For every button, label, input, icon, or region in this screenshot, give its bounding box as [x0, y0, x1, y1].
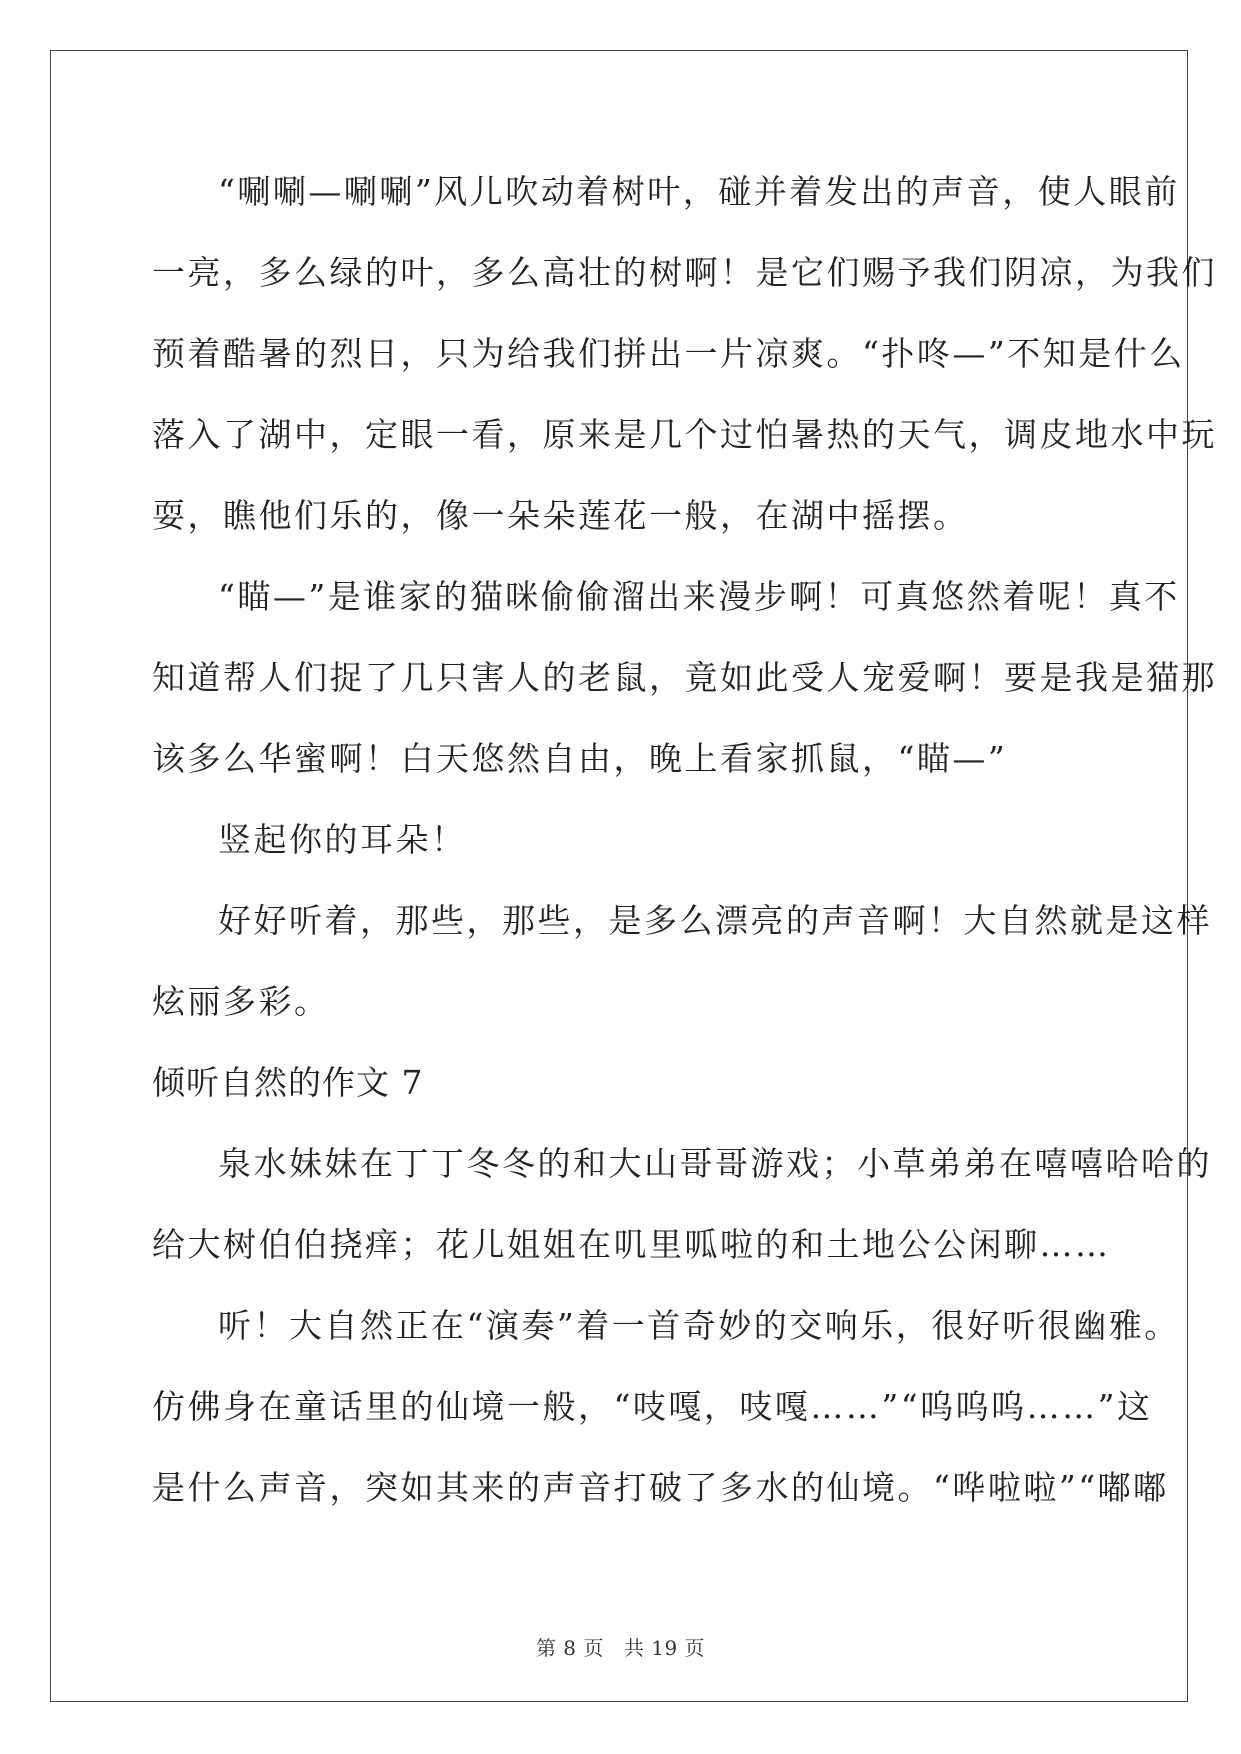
- page-footer: [0, 1632, 1241, 1661]
- text-line: 仿佛身在童话里的仙境一般，“吱嘎，吱嘎……”“呜呜呜……”这: [152, 1387, 1153, 1426]
- text-line: 给大树伯伯挠痒；花儿姐姐在叽里呱啦的和土地公公闲聊……: [152, 1225, 1111, 1264]
- text-line: 好好听着，那些，那些，是多么漂亮的声音啊！大自然就是这样: [218, 901, 1212, 940]
- text-line: 泉水妹妹在丁丁冬冬的和大山哥哥游戏；小草弟弟在嘻嘻哈哈的: [218, 1144, 1212, 1183]
- text-line: 炫丽多彩。: [152, 982, 330, 1021]
- text-line: 听！大自然正在“演奏”着一首奇妙的交响乐，很好听很幽雅。: [218, 1306, 1180, 1345]
- text-line: 是什么声音，突如其来的声音打破了多水的仙境。“哗啦啦”“嘟嘟: [152, 1468, 1169, 1507]
- text-line: 落入了湖中，定眼一看，原来是几个过怕暑热的天气，调皮地水中玩: [152, 415, 1217, 454]
- text-line: 竖起你的耳朵！: [218, 820, 467, 859]
- text-line: “唰唰—唰唰”风儿吹动着树叶，碰并着发出的声音，使人眼前: [218, 172, 1180, 211]
- document-body: [152, 160, 1217, 1537]
- text-line: 该多么华蜜啊！白天悠然自由，晚上看家抓鼠，“瞄—”: [152, 739, 1008, 778]
- text-line: 知道帮人们捉了几只害人的老鼠，竟如此受人宠爱啊！要是我是猫那: [152, 658, 1217, 697]
- section-heading: 倾听自然的作文 7: [152, 1063, 424, 1102]
- page-number: 第 8 页: [535, 1636, 604, 1660]
- text-line: 预着酷暑的烈日，只为给我们拼出一片凉爽。“扑咚—”不知是什么: [152, 334, 1185, 373]
- text-line: 一亮，多么绿的叶，多么高壮的树啊！是它们赐予我们阴凉，为我们: [152, 253, 1217, 292]
- text-line: 耍，瞧他们乐的，像一朵朵莲花一般，在湖中摇摆。: [152, 496, 969, 535]
- text-line: “瞄—”是谁家的猫咪偷偷溜出来漫步啊！可真悠然着呢！真不: [218, 577, 1180, 616]
- page-total: 共 19 页: [623, 1636, 706, 1660]
